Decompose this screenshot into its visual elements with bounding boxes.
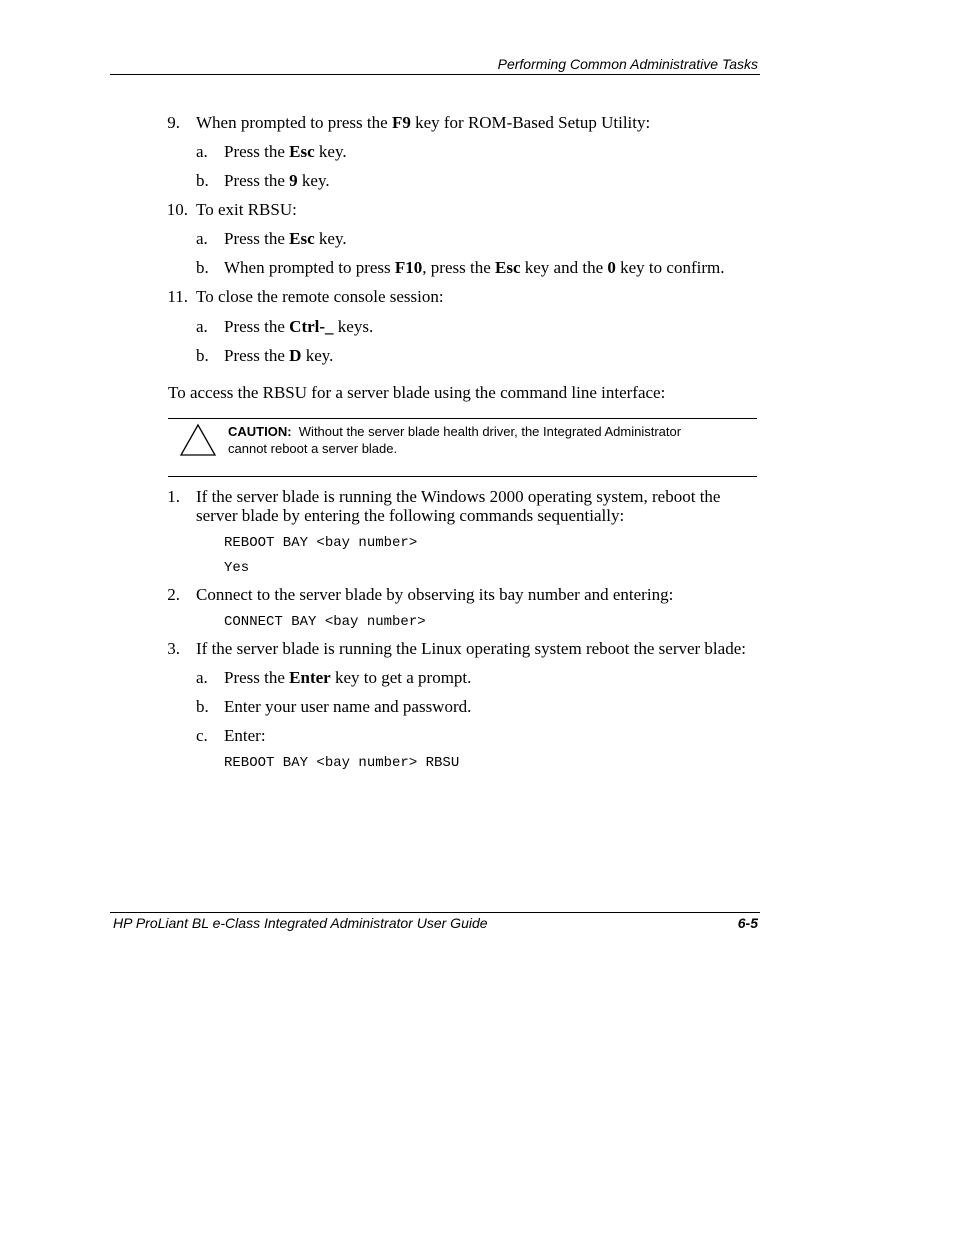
caution-line2: cannot reboot a server blade. — [228, 441, 398, 456]
substep-text: Press the D key. — [224, 346, 334, 365]
substep-letter: c. — [196, 726, 208, 745]
step-number: 11. — [167, 287, 188, 306]
caution-label: CAUTION: — [228, 424, 292, 439]
header-rule — [110, 74, 760, 75]
substep-letter: a. — [196, 317, 208, 336]
substep-text: Press the 9 key. — [224, 171, 330, 190]
step-text: To close the remote console session: — [196, 287, 444, 306]
page-number: 6-5 — [737, 915, 758, 931]
code-line: REBOOT BAY <bay number> RBSU — [224, 755, 460, 771]
footer-title: HP ProLiant BL e-Class Integrated Administrator User Guide — [113, 915, 488, 931]
step-number: 9. — [167, 113, 180, 132]
substep-text: Enter your user name and password. — [224, 697, 472, 716]
substep-letter: a. — [196, 142, 208, 161]
caution-line1: Without the server blade health driver, the Integrated Administrator — [298, 424, 682, 439]
step-text: If the server blade is running the Linux operating system reboot the server blade: — [196, 639, 746, 658]
warning-triangle-icon — [179, 423, 217, 462]
substep-letter: a. — [196, 229, 208, 248]
substep-text: Press the Esc key. — [224, 142, 347, 161]
substep-letter: b. — [196, 171, 209, 190]
step-text: To exit RBSU: — [196, 200, 297, 219]
caution-top-rule — [168, 418, 757, 419]
step-number: 1. — [167, 487, 180, 506]
intro-paragraph: To access the RBSU for a server blade using the command line interface: — [168, 383, 666, 402]
code-line: CONNECT BAY <bay number> — [224, 614, 426, 630]
step-text: When prompted to press the F9 key for ROM-Based Setup Utility: — [196, 113, 651, 132]
caution-bottom-rule — [168, 476, 757, 477]
step-number: 3. — [167, 639, 180, 658]
substep-text: Press the Ctrl-_ keys. — [224, 317, 374, 336]
step-text: Connect to the server blade by observing its bay number and entering: — [196, 585, 674, 604]
substep-letter: b. — [196, 346, 209, 365]
substep-text: Enter: — [224, 726, 266, 745]
substep-text: Press the Esc key. — [224, 229, 347, 248]
running-header: Performing Common Administrative Tasks — [497, 56, 758, 72]
code-line: Yes — [224, 560, 250, 576]
substep-text: When prompted to press F10, press the Esc key and the 0 key to confirm. — [224, 258, 725, 277]
step-text-line1: If the server blade is running the Windows 2000 operating system, reboot the — [196, 487, 721, 506]
substep-letter: b. — [196, 697, 209, 716]
substep-text: Press the Enter key to get a prompt. — [224, 668, 472, 687]
substep-letter: b. — [196, 258, 209, 277]
step-text-line2: server blade by entering the following commands sequentially: — [196, 506, 625, 525]
step-number: 2. — [167, 585, 180, 604]
step-number: 10. — [166, 200, 188, 219]
substep-letter: a. — [196, 668, 208, 687]
caution-text — [228, 423, 748, 457]
footer-rule — [110, 912, 760, 913]
code-line: REBOOT BAY <bay number> — [224, 535, 418, 551]
